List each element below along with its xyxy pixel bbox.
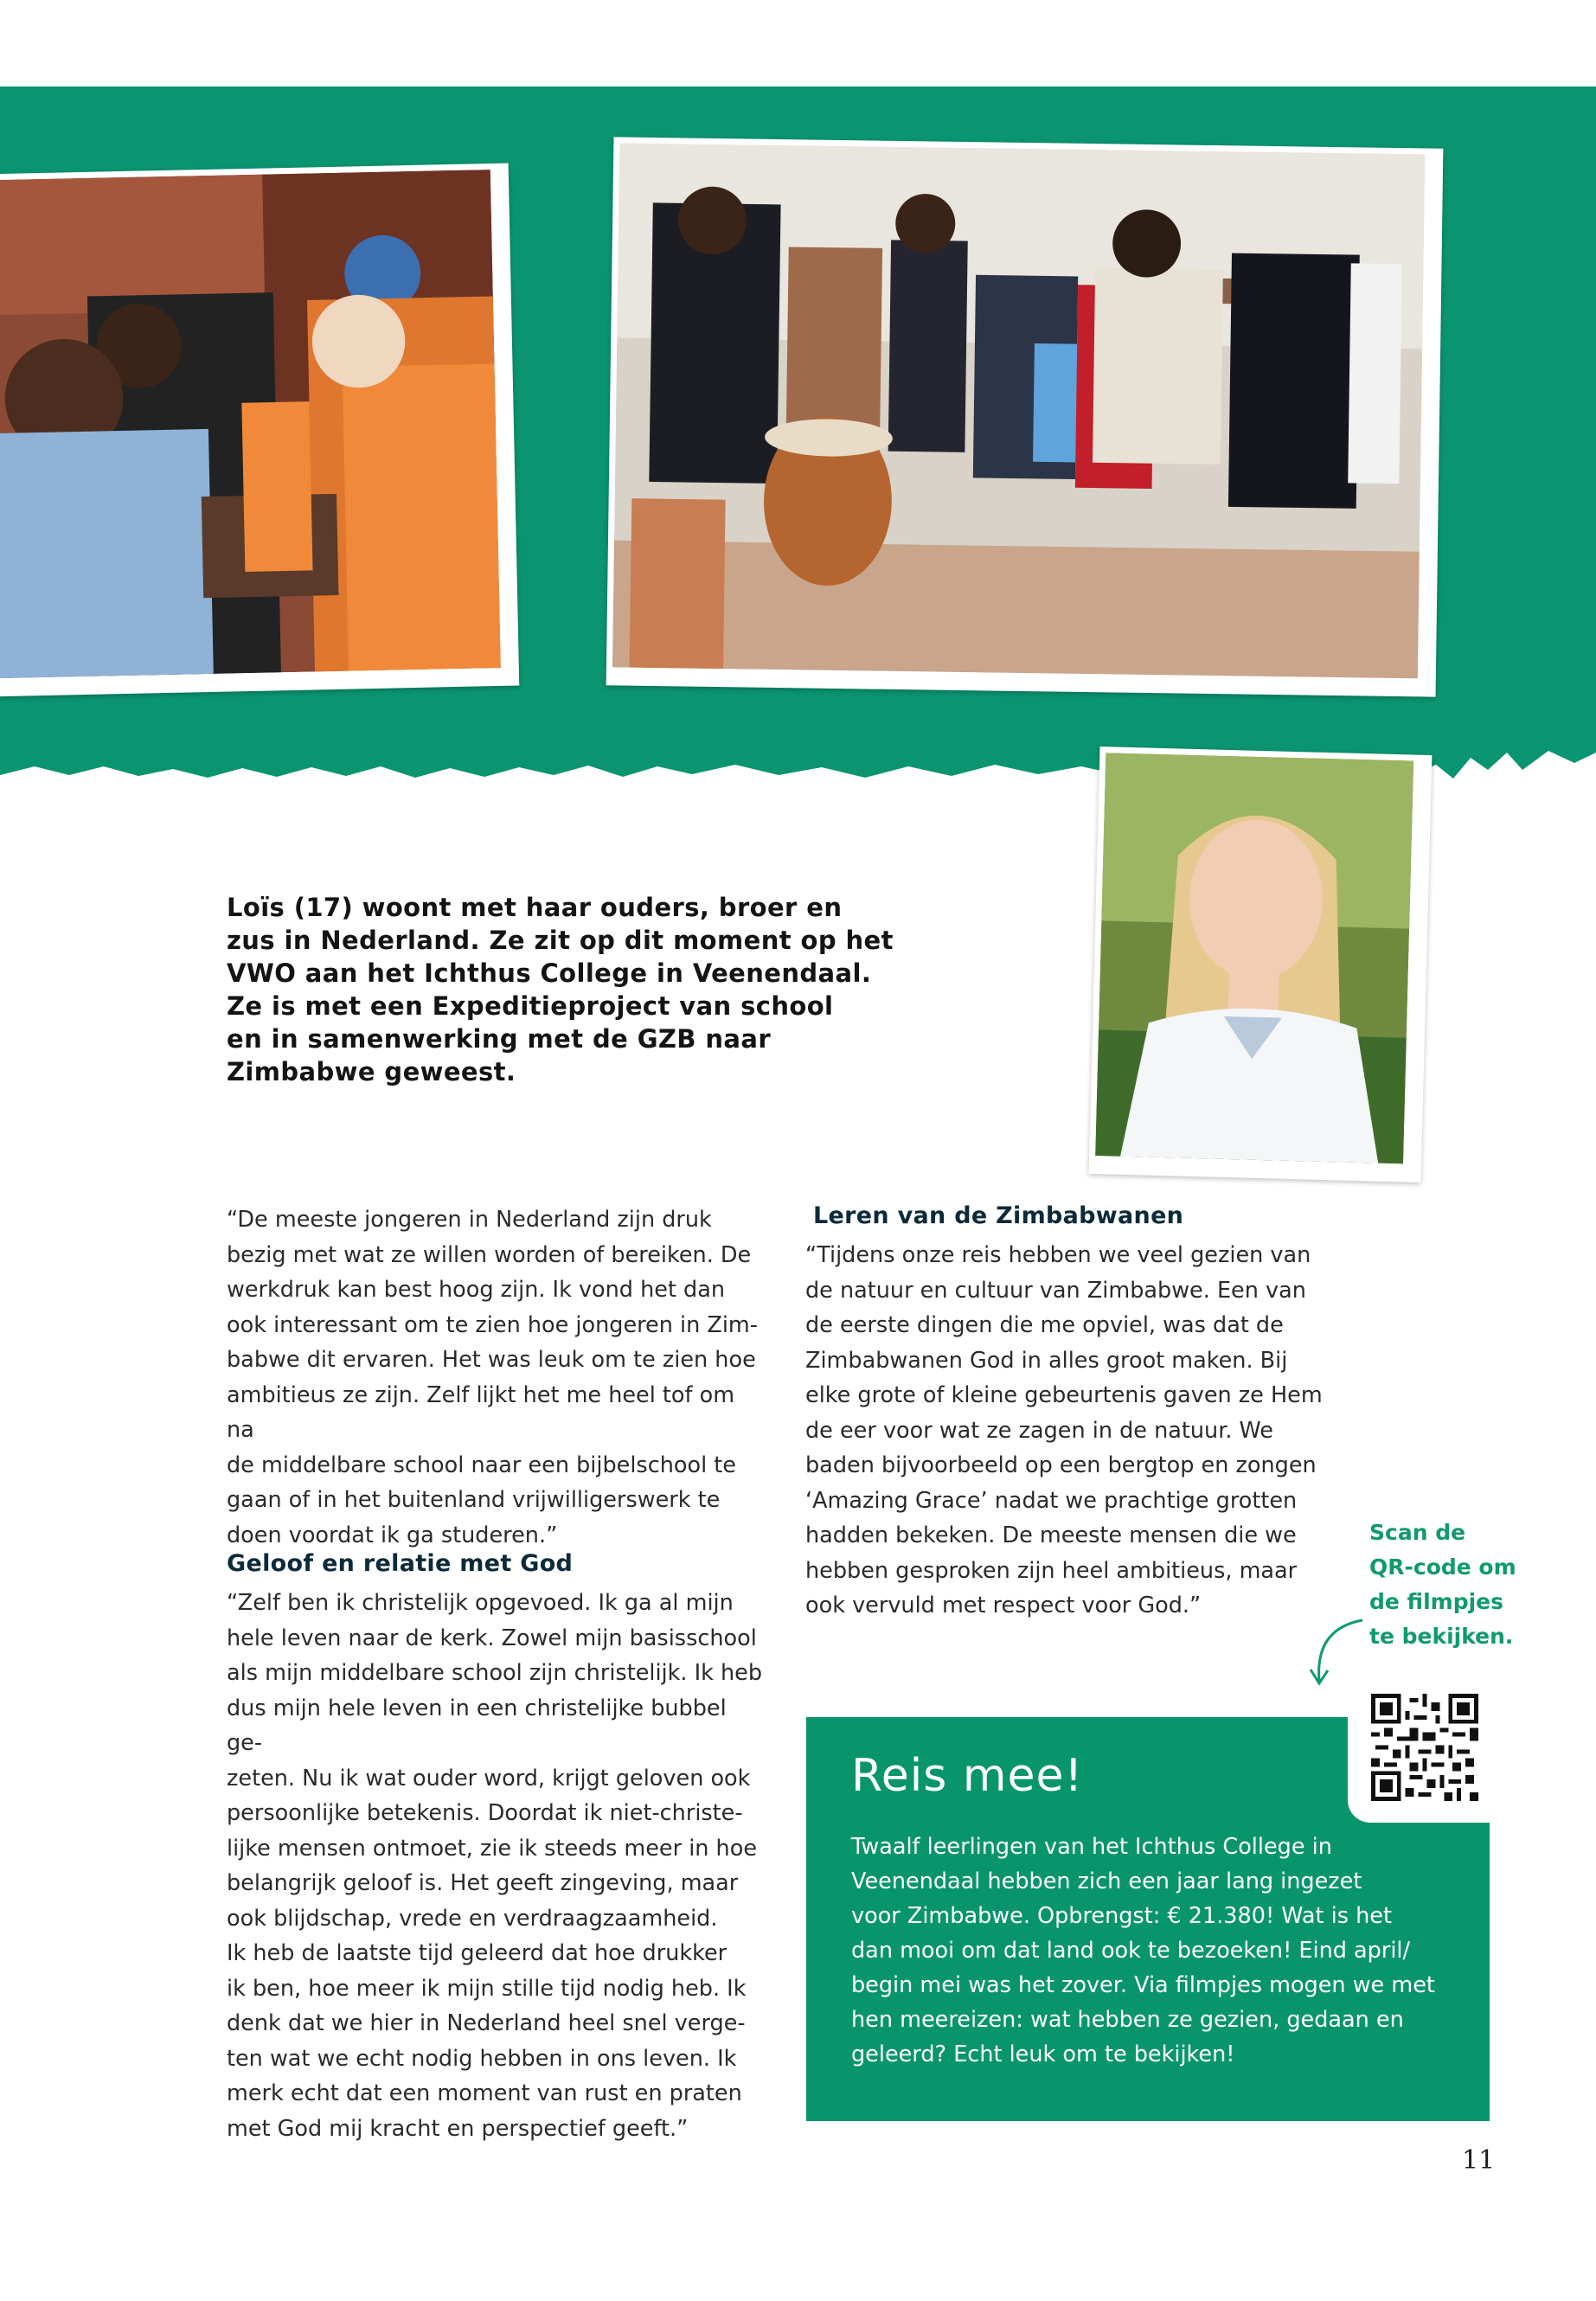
- intro-line: en in samenwerking met de GZB naar: [227, 1024, 772, 1054]
- reis-line: Twaalf leerlingen van het Ichthus College in: [851, 1834, 1332, 1860]
- scan-line: de filmpjes: [1369, 1589, 1504, 1614]
- body-line: de eerste dingen die me opviel, was dat de: [805, 1312, 1284, 1338]
- quote-line: bezig met wat ze willen worden of bereiken. De: [227, 1241, 752, 1268]
- body-line: ten wat we echt nodig hebben in ons leven. Ik: [227, 2045, 737, 2072]
- quote-line: werkdruk kan best hoog zijn. Ik vond het dan: [227, 1277, 726, 1303]
- intro-paragraph: [227, 891, 1005, 1088]
- body-line: Ik heb de laatste tijd geleerd dat hoe drukker: [227, 1940, 727, 1966]
- portrait-photo: [1089, 747, 1433, 1183]
- scan-qr-note: [1369, 1516, 1542, 1654]
- intro-line: zus in Nederland. Ze zit op dit moment op het: [227, 926, 894, 955]
- body-line: hebben gesproken zijn heel ambitieus, maar: [805, 1557, 1298, 1584]
- qr-code-icon[interactable]: [1371, 1694, 1478, 1801]
- intro-line: Loïs (17) woont met haar ouders, broer en: [227, 893, 843, 922]
- reis-line: voor Zimbabwe. Opbrengst: € 21.380! Wat is het: [851, 1903, 1392, 1929]
- body-line: Zimbabwanen God in alles groot maken. Bij: [805, 1347, 1288, 1374]
- body-line: als mijn middelbare school zijn christelijk. Ik heb: [227, 1660, 763, 1686]
- body-line: de natuur en cultuur van Zimbabwe. Een van: [805, 1277, 1306, 1304]
- curved-arrow-icon: [1298, 1616, 1367, 1689]
- body-line: zeten. Nu ik wat ouder word, krijgt geloven ook: [227, 1765, 751, 1791]
- scan-line: Scan de: [1369, 1520, 1466, 1545]
- body-line: ‘Amazing Grace’ nadat we prachtige grotten: [805, 1487, 1298, 1514]
- dancing-photo-image: [612, 143, 1425, 678]
- body-line: ook vervuld met respect voor God.”: [805, 1593, 1202, 1618]
- body-line: met God mij kracht en perspectief geeft.”: [227, 2115, 689, 2142]
- body-line: ik ben, hoe meer ik mijn stille tijd nodig heb. Ik: [227, 1975, 747, 2002]
- body-line: lijke mensen ontmoet, zie ik steeds meer in hoe: [227, 1835, 758, 1862]
- reis-mee-body: [851, 1830, 1457, 2072]
- photo-handshake: [0, 163, 519, 697]
- body-line: “Tijdens onze reis hebben we veel gezien van: [805, 1242, 1311, 1268]
- page-number: 11: [1462, 2145, 1496, 2176]
- reis-line: dan mooi om dat land ook te bezoeken! Eind april/: [851, 1938, 1411, 1964]
- reis-line: begin mei was het zover. Via filmpjes mogen we met: [851, 1972, 1435, 1998]
- intro-line: Zimbabwe geweest.: [227, 1057, 516, 1086]
- quote-line: de middelbare school naar een bijbelschool te: [227, 1452, 736, 1478]
- body-line: elke grote of kleine gebeurtenis gaven ze Hem: [805, 1382, 1323, 1408]
- body-line: baden bijvoorbeeld op een bergtop en zongen: [805, 1452, 1317, 1478]
- body-line: merk echt dat een moment van rust en praten: [227, 2080, 742, 2106]
- photo-dancing: [606, 137, 1444, 696]
- reis-line: geleerd? Echt leuk om te bekijken!: [851, 2041, 1235, 2067]
- subheading-leren: Leren van de Zimbabwanen: [813, 1202, 1184, 1229]
- body-line: de eer voor wat ze zagen in de natuur. We: [805, 1417, 1273, 1444]
- body-line: hadden bekeken. De meeste mensen die we: [805, 1522, 1297, 1548]
- reis-line: hen meereizen: wat hebben ze gezien, gedaan en: [851, 2007, 1404, 2033]
- portrait-photo-image: [1095, 753, 1413, 1163]
- body-line: hele leven naar de kerk. Zowel mijn basisschool: [227, 1625, 757, 1651]
- scan-line: QR-code om: [1369, 1554, 1516, 1580]
- quote-line: ambitieus ze zijn. Zelf lijkt het me heel tof om na: [227, 1381, 735, 1443]
- intro-line: Ze is met een Expeditieproject van school: [227, 991, 834, 1021]
- body-line: ook blijdschap, vrede en verdraagzaamheid.: [227, 1905, 718, 1932]
- quote-line: doen voordat ik ga studeren.”: [227, 1522, 558, 1548]
- body-line: belangrijk geloof is. Het geeft zingeving, maar: [227, 1870, 739, 1896]
- quote-line: babwe dit ervaren. Het was leuk om te zien hoe: [227, 1347, 756, 1373]
- reis-mee-title: Reis mee!: [851, 1750, 1084, 1802]
- quote-line: “De meeste jongeren in Nederland zijn druk: [227, 1207, 712, 1233]
- handshake-photo-image: [0, 170, 501, 678]
- left-column-body: [227, 1586, 763, 2146]
- left-column: [227, 1202, 763, 1553]
- body-line: persoonlijke betekenis. Doordat ik niet-christe-: [227, 1800, 743, 1826]
- body-line: denk dat we hier in Nederland heel snel verge-: [227, 2010, 746, 2036]
- subheading-geloof: Geloof en relatie met God: [227, 1550, 574, 1577]
- right-column: [805, 1238, 1342, 1624]
- intro-line: VWO aan het Ichthus College in Veenendaal.: [227, 958, 872, 988]
- body-line: dus mijn hele leven in een christelijke bubbel ge-: [227, 1695, 727, 1756]
- quote-line: ook interessant om te zien hoe jongeren in Zim-: [227, 1311, 758, 1338]
- body-line: “Zelf ben ik christelijk opgevoed. Ik ga al mijn: [227, 1590, 734, 1616]
- scan-line: te bekijken.: [1369, 1624, 1514, 1649]
- reis-line: Veenendaal hebben zich een jaar lang ingezet: [851, 1868, 1362, 1894]
- quote-line: gaan of in het buitenland vrijwilligerswerk te: [227, 1487, 721, 1513]
